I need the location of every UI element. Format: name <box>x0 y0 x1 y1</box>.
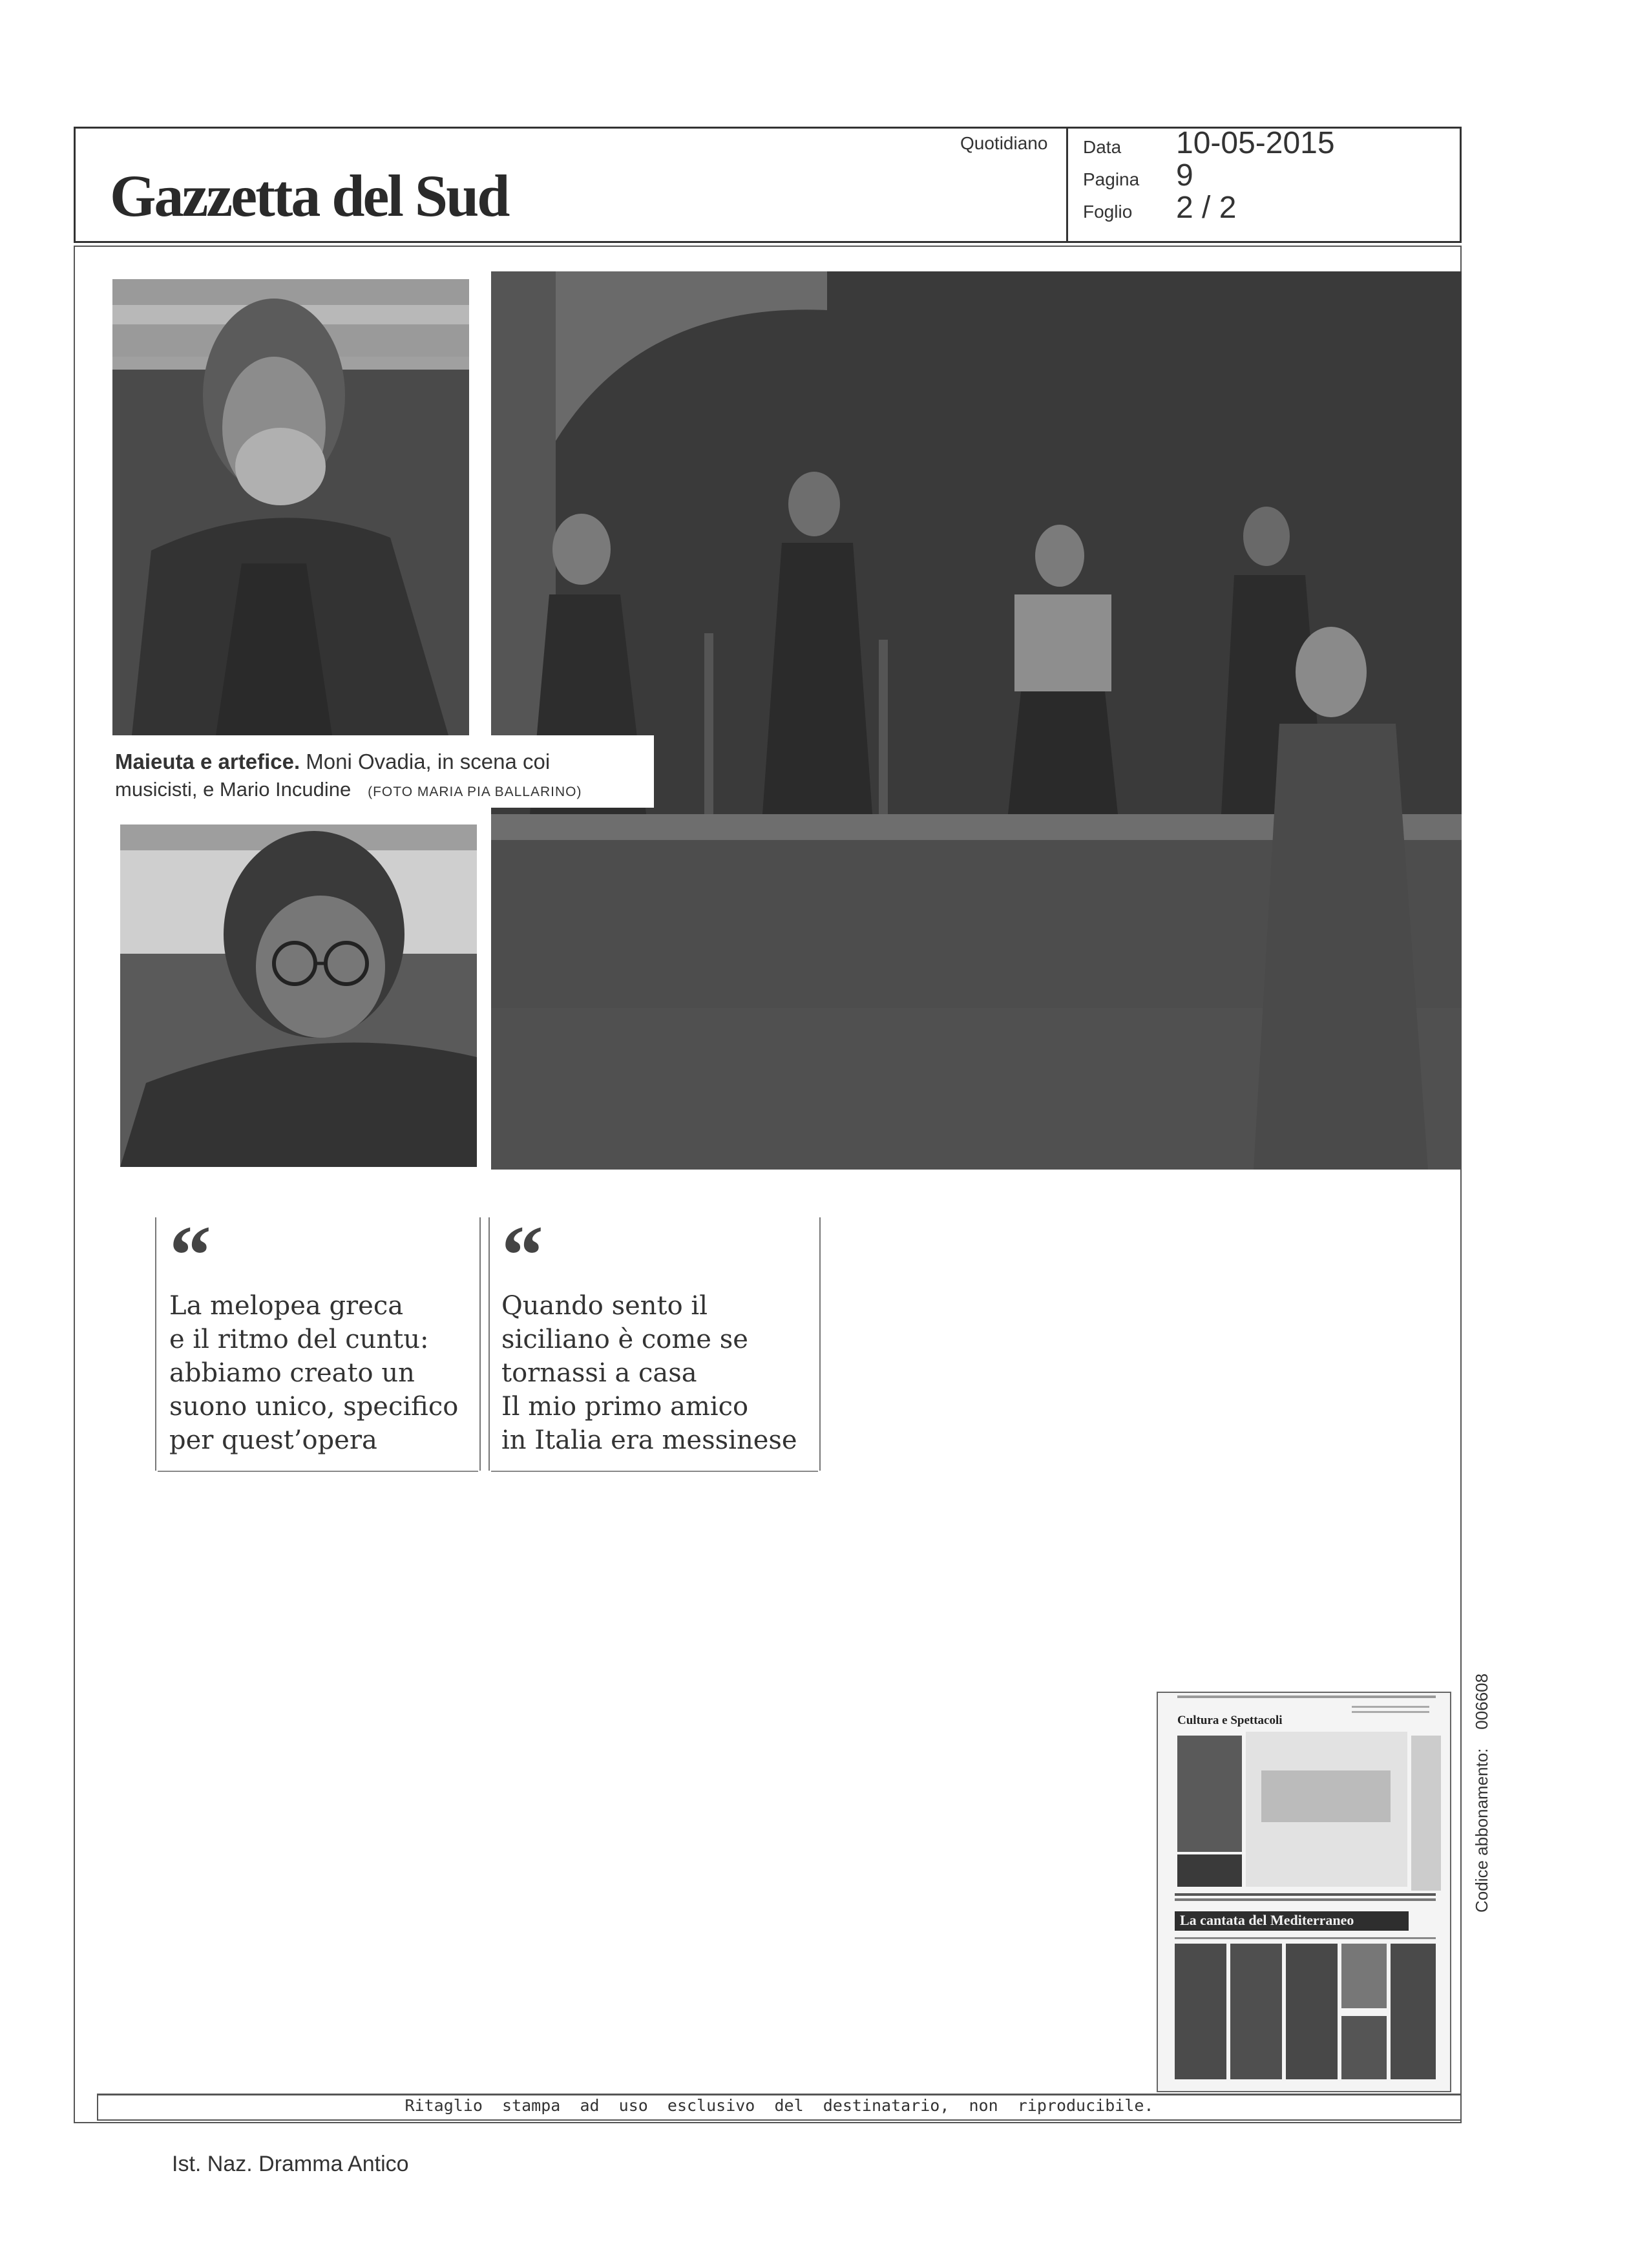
quote-2-line-1: Quando sento il <box>501 1291 708 1321</box>
subscription-code <box>1472 1674 1492 1913</box>
caption-lead: Maieuta e artefice. <box>115 750 300 773</box>
meta-label-date: Data <box>1083 137 1122 157</box>
caption-text-1: Moni Ovadia, in scena coi <box>300 750 551 773</box>
quote-mark-2: “ <box>501 1209 543 1302</box>
quote-mark-1: “ <box>169 1209 211 1302</box>
subscription-code-label: Codice abbonamento: <box>1472 1748 1491 1913</box>
meta-value-page: 9 <box>1176 158 1193 193</box>
photo-moni-ovadia <box>112 279 469 735</box>
quote-2-rule <box>491 1471 818 1472</box>
meta-label-page: Pagina <box>1083 169 1140 189</box>
photo-mario-incudine <box>120 824 477 1167</box>
page-thumbnail <box>1157 1692 1451 2092</box>
quote-1-rule <box>158 1471 478 1472</box>
quote-1-line-2: e il ritmo del cuntu: <box>169 1325 429 1354</box>
caption-text-2: musicisti, e Mario Incudine <box>115 778 352 801</box>
meta-label-sheet: Foglio <box>1083 202 1133 222</box>
meta-value-sheet: 2 / 2 <box>1176 191 1237 225</box>
quote-2-line-5: in Italia era messinese <box>501 1425 797 1455</box>
quote-1-line-3: abbiamo creato un <box>169 1358 415 1388</box>
photo-caption-line2 <box>115 778 582 801</box>
institution-name: Ist. Naz. Dramma Antico <box>172 2152 409 2176</box>
masthead-divider <box>1066 127 1068 243</box>
thumbnail-article-title: La cantata del Mediterraneo <box>1180 1912 1354 1928</box>
quote-1-line-5: per quest’opera <box>169 1425 377 1455</box>
meta-value-date: 10-05-2015 <box>1176 126 1335 160</box>
quote-1-line-4: suono unico, specifico <box>169 1392 459 1422</box>
quote-2-line-4: Il mio primo amico <box>501 1392 749 1422</box>
thumbnail-section-heading: Cultura e Spettacoli <box>1177 1714 1283 1727</box>
quote-2-line-3: tornassi a casa <box>501 1358 697 1388</box>
quote-2-line-2: siciliano è come se <box>501 1325 748 1354</box>
paper-title: Gazzetta del Sud <box>110 163 509 229</box>
paper-type: Quotidiano <box>960 133 1048 153</box>
photo-caption-line1 <box>115 750 550 774</box>
quote-1-line-1: La melopea greca <box>169 1291 404 1321</box>
subscription-code-value: 006608 <box>1472 1673 1491 1730</box>
photo-credit: (FOTO MARIA PIA BALLARINO) <box>368 784 582 799</box>
footer-notice: Ritaglio stampa ad uso esclusivo del destinatario, non riproducibile. <box>404 2096 1154 2115</box>
photo-stage-performance <box>491 271 1462 1170</box>
